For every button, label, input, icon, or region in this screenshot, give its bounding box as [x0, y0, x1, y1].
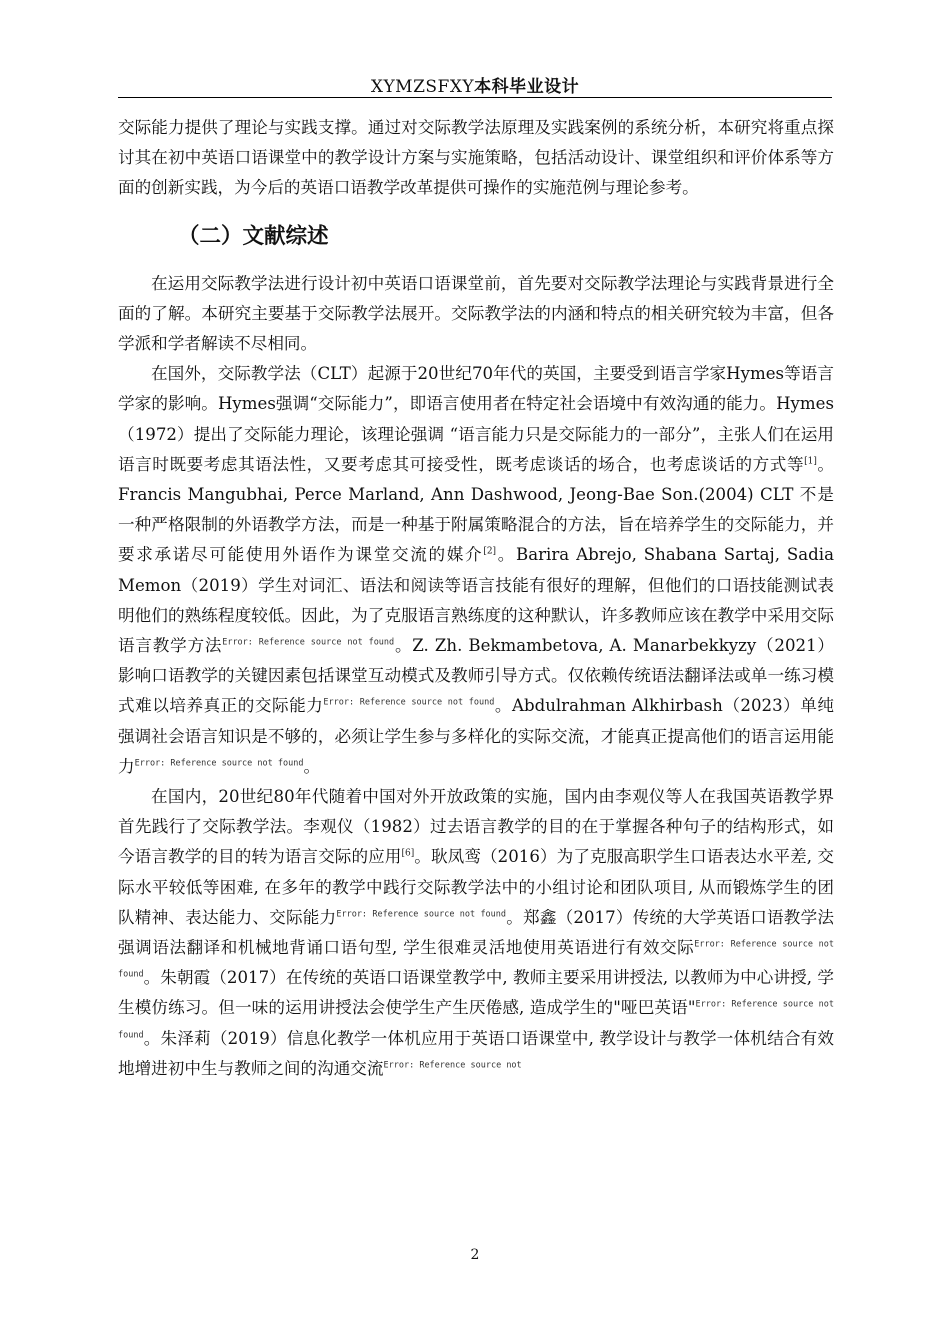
paragraph-text: 。Francis Mangubhai, Perce Marland, Ann Dashwood, Jeong-Bae Son.(2004) CLT 不是一种严格限制的外语教学方法，而是一种基于附属策略混合的方法，旨在培养学生的交际能力，并要求承诺尽可能使用外语作为课堂交流的媒介	[118, 454, 835, 565]
citation-1[interactable]: [1]	[804, 456, 817, 467]
paragraph-text: 。Barira Abrejo, Shabana Sartaj, Sadia Memon（2019）学生对词汇、语法和阅读等语言技能有很好的理解，但他们的口语技能测试表明他们的熟练程度较低。因此，为了克服语言熟练度的这种默认，许多教师应该在教学中采用交际语言教学方法	[118, 545, 835, 656]
citation-2[interactable]: [2]	[483, 546, 497, 557]
paragraph-text: 交际能力提供了理论与实践支撑。通过对交际教学法原理及实践案例的系统分析，本研究将重点探讨其在初中英语口语课堂中的教学设计方案与实施策略，包括活动设计、课堂组织和评价体系等方面的创新实践，为今后的英语口语教学改革提供可操作的实施范例与理论参考。	[118, 118, 834, 198]
paragraph-domestic-research	[118, 782, 834, 1084]
reference-error: Error: Reference source not found	[222, 637, 395, 648]
reference-error: Error: Reference source not found	[134, 758, 304, 769]
header-title: 本科毕业设计	[474, 77, 580, 97]
paragraph-text: 。朱朝霞（2017）在传统的英语口语课堂教学中, 教师主要采用讲授法, 以教师为中心讲授, 学生模仿练习。但一味的运用讲授法会使学生产生厌倦感, 造成学生的"哑巴英语"	[118, 968, 834, 1018]
document-body	[118, 113, 834, 1084]
paragraph-intro-continued	[118, 113, 834, 204]
reference-error: Error: Reference source not	[383, 1060, 522, 1071]
header-code: XYMZSFXY	[370, 77, 475, 97]
paragraph-text: 。Abdulrahman Alkhirbash（2023）单纯强调社会语言知识是不够的，必须让学生参与多样化的实际交流，才能真正提高他们的语言运用能力	[118, 696, 834, 776]
page-header	[118, 72, 832, 97]
reference-error: Error: Reference source not found	[336, 909, 507, 920]
paragraph-text: 。朱泽莉（2019）信息化教学一体机应用于英语口语课堂中, 教学设计与教学一体机结合有效地增进初中生与教师之间的沟通交流	[118, 1028, 834, 1078]
page-number: 2	[470, 1247, 480, 1263]
header-rule	[118, 97, 832, 98]
paragraph-overview	[118, 269, 834, 360]
section-heading: （二）文献综述	[178, 223, 329, 249]
paragraph-text: 。Z. Zh. Bekmambetova, A. Manarbekkyzy（2021）影响口语教学的关键因素包括课堂互动模式及教师引导方式。仅依赖传统语法翻译法或单一练习模式难以培养真正的交际能力	[118, 636, 835, 716]
reference-error: Error: Reference source not found	[118, 999, 835, 1041]
paragraph-text: 。耿凤鸾（2016）为了克服高职学生口语表达水平差, 交际水平较低等困难, 在多年的教学中践行交际教学法中的小组讨论和团队项目, 从而锻炼学生的团队精神、表达能力、交际能力	[118, 847, 834, 927]
reference-error: Error: Reference source not found	[118, 939, 834, 980]
paragraph-text: 。	[303, 756, 321, 776]
paragraph-text: 。郑鑫（2017）传统的大学英语口语教学法强调语法翻译和机械地背诵口语句型, 学生很难灵活地使用英语进行有效交际	[118, 907, 834, 958]
paragraph-foreign-research	[118, 359, 834, 782]
reference-error: Error: Reference source not found	[323, 697, 495, 708]
citation-6[interactable]: [6]	[401, 848, 415, 859]
paragraph-text: 在国内，20世纪80年代随着中国对外开放政策的实施，国内由李观仪等人在我国英语教学界首先践行了交际教学法。李观仪（1982）过去语言教学的目的在于掌握各种句子的结构形式，如今语言教学的目的转为语言交际的应用	[118, 787, 834, 867]
paragraph-text: 在国外，交际教学法（CLT）起源于20世纪70年代的英国，主要受到语言学家Hymes等语言学家的影响。Hymes强调“交际能力”，即语言使用者在特定社会语境中有效沟通的能力。Hymes（1972）提出了交际能力理论，该理论强调 “语言能力只是交际能力的一部分”，主张人们在运用语言时既要考虑其语法性，又要考虑其可接受性，既考虑谈话的场合，也考虑谈话的方式等	[118, 364, 834, 474]
paragraph-text: 在运用交际教学法进行设计初中英语口语课堂前，首先要对交际教学法理论与实践背景进行全面的了解。本研究主要基于交际教学法展开。交际教学法的内涵和特点的相关研究较为丰富，但各学派和学者解读不尽相同。	[118, 273, 834, 354]
